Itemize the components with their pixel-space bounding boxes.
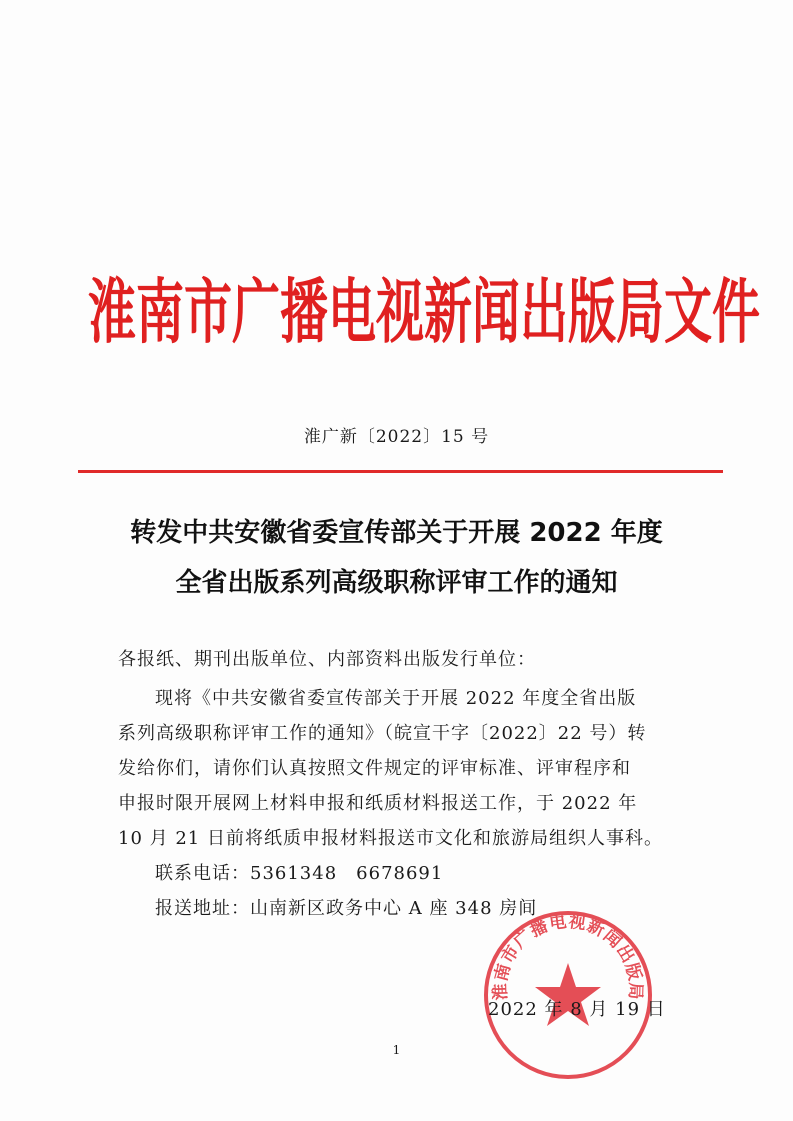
- body-paragraph-line-1: 现将《中共安徽省委宣传部关于开展 2022 年度全省出版: [155, 688, 637, 709]
- salutation: 各报纸、期刊出版单位、内部资料出版发行单位：: [118, 649, 536, 670]
- body-paragraph-line-3: 发给你们，请你们认真按照文件规定的评审标准、评审程序和: [118, 758, 631, 779]
- body-paragraph-line-4: 申报时限开展网上材料申报和纸质材料报送工作，于 2022 年: [118, 793, 638, 814]
- red-divider-line: [78, 470, 723, 473]
- document-masthead: 淮南市广播电视新闻出版局文件: [88, 272, 761, 354]
- contact-phone: 联系电话：5361348 6678691: [155, 863, 444, 884]
- submission-address: 报送地址：山南新区政务中心 A 座 348 房间: [155, 898, 538, 919]
- body-paragraph-line-5: 10 月 21 日前将纸质申报材料报送市文化和旅游局组织人事科。: [118, 828, 663, 849]
- document-number: 淮广新〔2022〕15 号: [303, 427, 490, 447]
- body-paragraph-line-2: 系列高级职称评审工作的通知》（皖宣干字〔2022〕22 号）转: [118, 723, 647, 744]
- document-title-line-1: 转发中共安徽省委宣传部关于开展 2022 年度: [130, 518, 663, 548]
- document-title-line-2: 全省出版系列高级职称评审工作的通知: [175, 568, 618, 598]
- issue-date: 2022 年 8 月 19 日: [488, 999, 666, 1020]
- seal-text: 淮南市广播电视新闻出版局: [490, 911, 646, 1001]
- page-number: 1: [392, 1043, 401, 1057]
